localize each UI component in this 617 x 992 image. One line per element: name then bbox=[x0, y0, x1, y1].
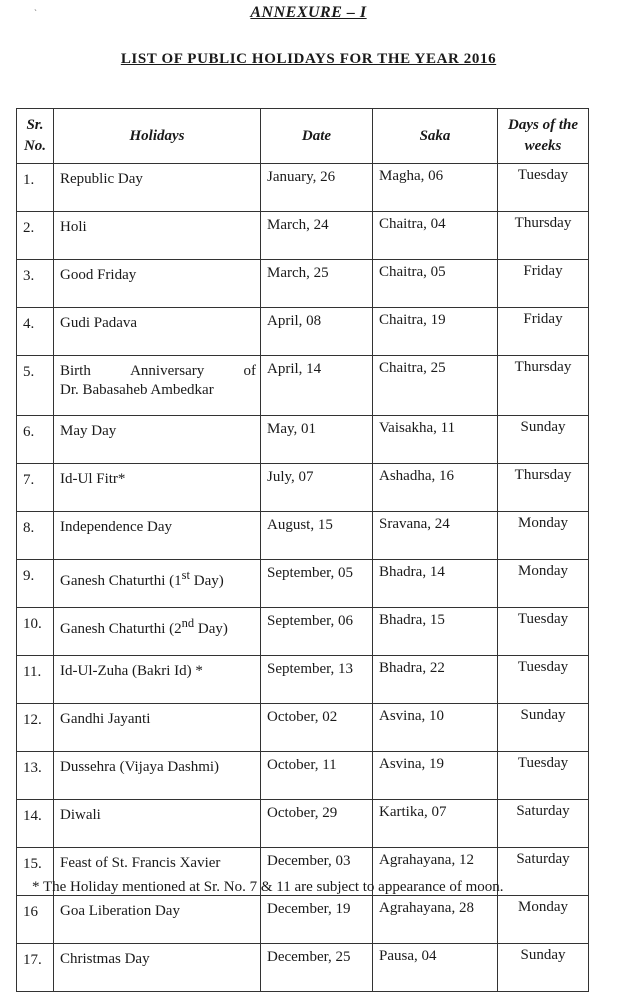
day-of-week: Monday bbox=[498, 896, 589, 944]
saka-date: Bhadra, 22 bbox=[373, 656, 498, 704]
saka-date: Vaisakha, 11 bbox=[373, 416, 498, 464]
holiday-name: Diwali bbox=[54, 800, 261, 848]
table-row bbox=[17, 512, 589, 560]
saka-date: Chaitra, 05 bbox=[373, 260, 498, 308]
ordinal-suffix: nd bbox=[181, 616, 195, 630]
header-date: Date bbox=[261, 109, 373, 164]
row-number: 17. bbox=[17, 944, 54, 992]
saka-date: Magha, 06 bbox=[373, 164, 498, 212]
table-row bbox=[17, 752, 589, 800]
row-number: 5. bbox=[17, 356, 54, 416]
header-saka: Saka bbox=[373, 109, 498, 164]
row-number: 3. bbox=[17, 260, 54, 308]
holiday-name: Holi bbox=[54, 212, 261, 260]
table-row bbox=[17, 416, 589, 464]
table-row bbox=[17, 356, 589, 416]
scan-mark: ` bbox=[34, 8, 37, 18]
table-row bbox=[17, 464, 589, 512]
holiday-date: December, 19 bbox=[261, 896, 373, 944]
table-row bbox=[17, 704, 589, 752]
holiday-date: May, 01 bbox=[261, 416, 373, 464]
holiday-name bbox=[54, 356, 261, 416]
header-holidays: Holidays bbox=[54, 109, 261, 164]
day-of-week: Saturday bbox=[498, 800, 589, 848]
holiday-date: July, 07 bbox=[261, 464, 373, 512]
day-of-week: Tuesday bbox=[498, 656, 589, 704]
saka-date: Asvina, 10 bbox=[373, 704, 498, 752]
holiday-name-line-2: Dr. Babasaheb Ambedkar bbox=[60, 382, 214, 398]
holiday-date: April, 08 bbox=[261, 308, 373, 356]
holiday-date: March, 24 bbox=[261, 212, 373, 260]
day-of-week: Monday bbox=[498, 512, 589, 560]
holiday-name bbox=[54, 560, 261, 608]
holiday-name-text: Ganesh Chaturthi (1 bbox=[60, 573, 182, 589]
day-of-week: Friday bbox=[498, 308, 589, 356]
table-row bbox=[17, 608, 589, 656]
holiday-name bbox=[54, 608, 261, 656]
footnote: * The Holiday mentioned at Sr. No. 7 & 11 are subject to appearance of moon. bbox=[32, 879, 504, 895]
row-number: 9. bbox=[17, 560, 54, 608]
table-row bbox=[17, 800, 589, 848]
holiday-word: Anniversary bbox=[130, 363, 205, 379]
holiday-date: October, 29 bbox=[261, 800, 373, 848]
day-of-week: Thursday bbox=[498, 464, 589, 512]
holiday-date: December, 03 bbox=[261, 848, 373, 896]
row-number: 15. bbox=[17, 848, 54, 896]
holiday-name-text: Day) bbox=[189, 573, 224, 589]
holiday-name: Independence Day bbox=[54, 512, 261, 560]
holiday-name-text: Day) bbox=[194, 621, 228, 637]
row-number: 16 bbox=[17, 896, 54, 944]
row-number: 12. bbox=[17, 704, 54, 752]
table-row bbox=[17, 656, 589, 704]
day-of-week: Saturday bbox=[498, 848, 589, 896]
row-number: 6. bbox=[17, 416, 54, 464]
day-of-week: Tuesday bbox=[498, 752, 589, 800]
holiday-word: of bbox=[243, 363, 256, 379]
row-number: 1. bbox=[17, 164, 54, 212]
day-of-week: Tuesday bbox=[498, 164, 589, 212]
holiday-name: Gudi Padava bbox=[54, 308, 261, 356]
holiday-date: September, 06 bbox=[261, 608, 373, 656]
row-number: 10. bbox=[17, 608, 54, 656]
holiday-date: September, 05 bbox=[261, 560, 373, 608]
row-number: 8. bbox=[17, 512, 54, 560]
holiday-name: Id-Ul-Zuha (Bakri Id) * bbox=[54, 656, 261, 704]
saka-date: Sravana, 24 bbox=[373, 512, 498, 560]
day-of-week: Tuesday bbox=[498, 608, 589, 656]
holiday-name: Gandhi Jayanti bbox=[54, 704, 261, 752]
saka-date: Kartika, 07 bbox=[373, 800, 498, 848]
holiday-date: March, 25 bbox=[261, 260, 373, 308]
holiday-name: May Day bbox=[54, 416, 261, 464]
saka-date: Chaitra, 25 bbox=[373, 356, 498, 416]
day-of-week: Sunday bbox=[498, 416, 589, 464]
holiday-date: August, 15 bbox=[261, 512, 373, 560]
holiday-date: January, 26 bbox=[261, 164, 373, 212]
table-row bbox=[17, 260, 589, 308]
day-of-week: Sunday bbox=[498, 704, 589, 752]
day-of-week: Thursday bbox=[498, 356, 589, 416]
holiday-name-line-1 bbox=[60, 362, 256, 381]
table-row bbox=[17, 944, 589, 992]
saka-date: Agrahayana, 28 bbox=[373, 896, 498, 944]
row-number: 2. bbox=[17, 212, 54, 260]
holiday-name: Feast of St. Francis Xavier bbox=[54, 848, 261, 896]
holiday-name: Id-Ul Fitr* bbox=[54, 464, 261, 512]
table-row bbox=[17, 560, 589, 608]
saka-date: Asvina, 19 bbox=[373, 752, 498, 800]
holiday-date: December, 25 bbox=[261, 944, 373, 992]
holiday-name-text: Ganesh Chaturthi (2 bbox=[60, 621, 182, 637]
saka-date: Pausa, 04 bbox=[373, 944, 498, 992]
table-row bbox=[17, 164, 589, 212]
header-days-of-week: Days of the weeks bbox=[498, 109, 589, 164]
table-row bbox=[17, 308, 589, 356]
row-number: 11. bbox=[17, 656, 54, 704]
row-number: 13. bbox=[17, 752, 54, 800]
table-header-row bbox=[17, 109, 589, 164]
saka-date: Chaitra, 04 bbox=[373, 212, 498, 260]
holiday-name: Good Friday bbox=[54, 260, 261, 308]
holiday-date: October, 11 bbox=[261, 752, 373, 800]
holiday-name: Republic Day bbox=[54, 164, 261, 212]
day-of-week: Sunday bbox=[498, 944, 589, 992]
row-number: 14. bbox=[17, 800, 54, 848]
saka-date: Ashadha, 16 bbox=[373, 464, 498, 512]
holiday-name: Dussehra (Vijaya Dashmi) bbox=[54, 752, 261, 800]
holiday-date: October, 02 bbox=[261, 704, 373, 752]
holiday-name: Christmas Day bbox=[54, 944, 261, 992]
saka-date: Chaitra, 19 bbox=[373, 308, 498, 356]
saka-date: Agrahayana, 12 bbox=[373, 848, 498, 896]
day-of-week: Monday bbox=[498, 560, 589, 608]
header-sr-no: Sr. No. bbox=[17, 109, 54, 164]
table-row bbox=[17, 212, 589, 260]
annexure-heading: ANNEXURE – I bbox=[250, 4, 367, 21]
holiday-date: September, 13 bbox=[261, 656, 373, 704]
table-row bbox=[17, 896, 589, 944]
ordinal-suffix: st bbox=[181, 568, 190, 582]
row-number: 4. bbox=[17, 308, 54, 356]
row-number: 7. bbox=[17, 464, 54, 512]
document-title: LIST OF PUBLIC HOLIDAYS FOR THE YEAR 2016 bbox=[120, 51, 497, 67]
day-of-week: Friday bbox=[498, 260, 589, 308]
holiday-date: April, 14 bbox=[261, 356, 373, 416]
day-of-week: Thursday bbox=[498, 212, 589, 260]
saka-date: Bhadra, 14 bbox=[373, 560, 498, 608]
holiday-word: Birth bbox=[60, 363, 91, 379]
holiday-name: Goa Liberation Day bbox=[54, 896, 261, 944]
saka-date: Bhadra, 15 bbox=[373, 608, 498, 656]
holiday-table bbox=[16, 108, 589, 992]
